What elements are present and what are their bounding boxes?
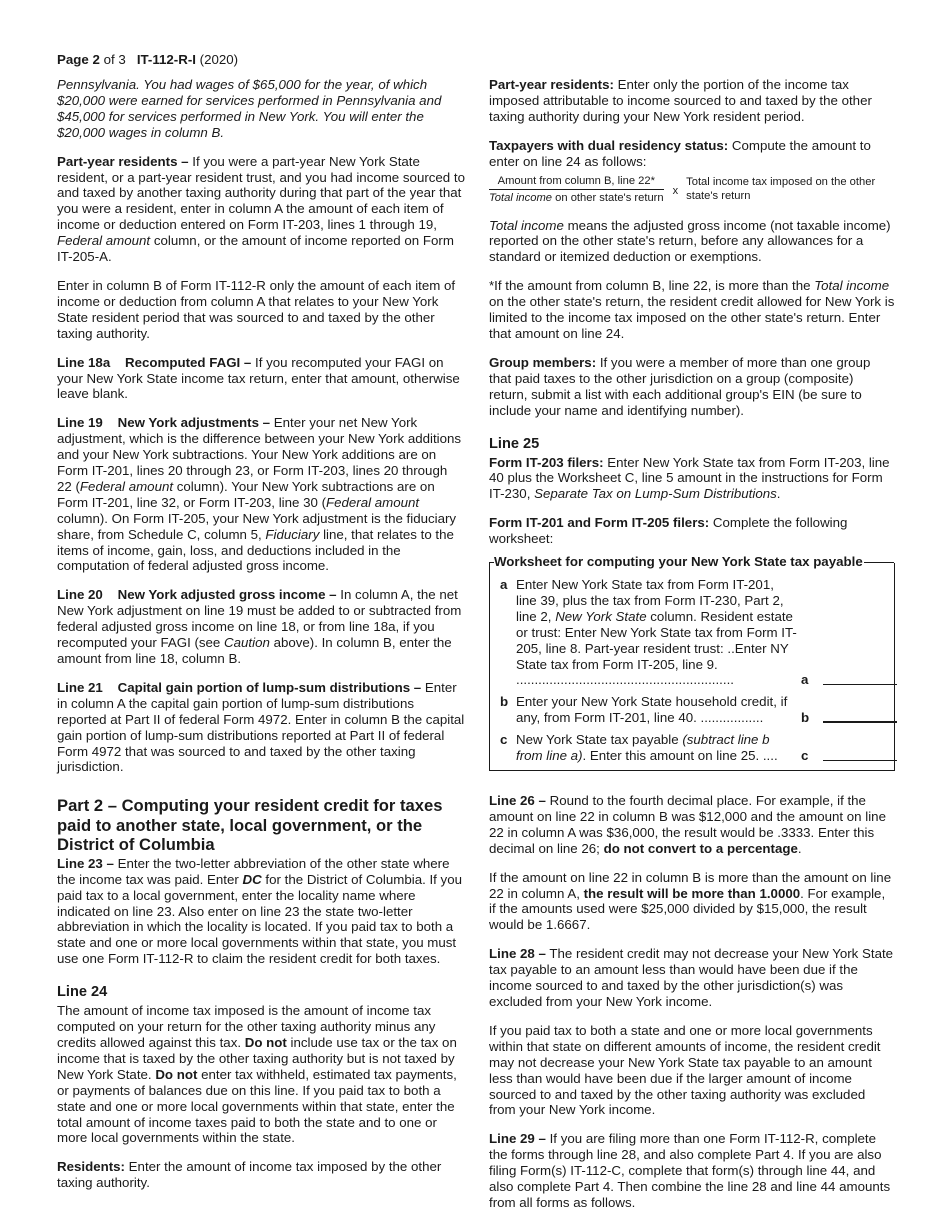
worksheet-row-text [516, 732, 798, 764]
right-column [489, 77, 895, 1224]
line-23-label: Line 23 – [57, 855, 114, 871]
worksheet-row-end-letter: b [801, 710, 810, 726]
worksheet-entry-line-b[interactable] [823, 721, 897, 723]
footnote-em: Total income [814, 278, 890, 294]
line-23-paragraph [57, 856, 465, 967]
line-28-text: The resident credit may not decrease your New York State tax payable to an amount less than would have been due if the income sourced to and taxed by the other jurisdiction(s) was excluded from your New York income. [489, 946, 894, 1009]
part-year-text: Enter only the portion of the income tax imposed attributable to income sourced to and taxed by the other taxing authority during your New York resident period. [489, 77, 872, 124]
formula-denominator-em: Total income [489, 191, 553, 204]
footnote-text: *If the amount from column B, line 22, is more than the [489, 278, 815, 294]
worksheet-entry-line-c[interactable] [823, 760, 897, 761]
part-year-label: Part-year residents: [489, 77, 614, 92]
line-24-text: The amount of income tax imposed is the amount of income tax computed on your return for the other taxing authority minus any credits allowed against this tax. [57, 1003, 436, 1050]
group-members-label: Group members: [489, 354, 597, 370]
total-income-em: Total income [489, 217, 564, 233]
worksheet-border [489, 562, 494, 563]
line-20-label: Line 20 New York adjusted gross income – [57, 587, 337, 603]
total-income-definition [489, 218, 895, 266]
worksheet-row-text-part: . Enter this amount on line 25. .... [582, 748, 778, 764]
it201-filers-paragraph [489, 515, 895, 547]
it203-text: . [776, 486, 781, 502]
dual-residency-text: Compute the amount to enter on line 24 as follows: [489, 137, 871, 169]
it203-em: Separate Tax on Lump-Sum Distributions [534, 486, 777, 502]
it203-label: Form IT-203 filers: [489, 454, 604, 470]
line-26-note-text: If the amount on line 22 in column B is more than the amount on line 22 in column A, [489, 869, 892, 901]
it201-text: Complete the following worksheet: [489, 515, 848, 547]
line-21-label: Line 21 Capital gain portion of lump-sum distributions – [57, 679, 422, 695]
worksheet-row-end-letter: c [801, 748, 809, 764]
formula-denominator-text: on other state's return [552, 191, 664, 204]
dual-residency-label: Taxpayers with dual residency status: [489, 137, 729, 153]
line-19-text: column). Your New York subtractions are on Form IT-201, line 32, or Form IT-203, line 30 ( [57, 478, 435, 510]
line-20-em: Caution [224, 635, 270, 651]
line-29-text: If you are filing more than one Form IT-112-R, complete the forms through line 28, and also complete Part 4. If you are also filing Form(s) IT-112-C, complete that form(s) through line 44, and also complete Part 4. Then combine the line 28 and line 44 amounts from all forms as follows. [489, 1131, 891, 1210]
worksheet-row-letter: c [500, 732, 508, 748]
part-year-text: If you were a part-year New York State resident, or a part-year resident trust, and you had income sourced to and taxed by another taxing authority during that part of the year that you were a resident, enter in column A the amount of each item of income or deduction entered on Form IT-203, lines 1 through 19, [57, 153, 465, 233]
line-24-text: include use tax or the tax on income that is taxed by the other taxing authority but is not taxed by New York State. [57, 1035, 457, 1082]
line-21-text: Enter in column A the capital gain portion of lump-sum distributions reported at Part II of federal Form 4972. Enter in column B the capital gain portion of lump-sum distributions reported at Part II of federal Form 4972 that was sourced to and taxed by the other taxing jurisdiction. [57, 679, 465, 775]
formula-fraction [489, 175, 664, 205]
wage-example: Pennsylvania. You had wages of $65,000 for the year, of which $20,000 were earned for services performed in Pennsylvania and $45,000 for services performed in New York. You will enter the $20,000 wages in column B. [57, 77, 442, 140]
dual-residency-paragraph [489, 138, 895, 170]
worksheet-row-text: Enter your New York State household credit, if any, from Form IT-201, line 40. ................. [516, 694, 788, 726]
worksheet-row-letter: a [500, 577, 508, 593]
worksheet-row-letter: b [500, 694, 509, 710]
line-26-label: Line 26 – [489, 793, 546, 808]
worksheet-row-a [490, 577, 894, 692]
line-25-heading: Line 25 [489, 435, 540, 452]
worksheet-border [864, 562, 894, 563]
line-28-paragraph [489, 946, 895, 1010]
form-id: IT-112-R-I [136, 52, 196, 67]
footnote-paragraph [489, 278, 895, 342]
worksheet-title [494, 554, 894, 570]
line-26-text: . [797, 840, 802, 856]
line-28-label: Line 28 – [489, 946, 546, 962]
line-19-em: Fiduciary [265, 526, 320, 542]
column-b-paragraph: Enter in column B of Form IT-112-R only the amount of each item of income or deduction from column A that relates to your New York State resident period that was sourced to and taxed by the other taxing authority. [57, 277, 456, 341]
line-26-text: Round to the fourth decimal place. For example, if the amount on line 22 in column B was $12,000 and the amount on line 22 in column A was $36,000, the result would be .3333. Enter this decimal on line 26; [489, 793, 886, 856]
worksheet-row-b [490, 694, 894, 730]
line-20-text: above). In column B, enter the amount from line 18, column B. [57, 635, 452, 666]
line-18a-text: If you recomputed your FAGI on your New York State income tax return, enter that amount, otherwise leave blank. [57, 354, 460, 402]
line-26-note-paragraph [489, 870, 895, 934]
line-24-bold: Do not [244, 1035, 287, 1050]
line-24-text: enter tax withheld, estimated tax payments, or payments of balances due on this line. If you paid tax to both a state and one or more local governments within that state, enter the total amount of income taxes paid to both the state and to one or more local governments within the state. [57, 1066, 457, 1146]
part-year-label: Part-year residents – [57, 153, 189, 169]
worksheet-row-text-part: column. Resident estate or trust: Enter New York State tax from Form IT-205, line 8. Part-year resident trust: ..Enter NY State tax from Form IT-205, line 9. ........................................................... [516, 608, 797, 688]
group-members-text: If you were a member of more than one group that paid taxes to the other jurisdiction on a group (composite) return, submit a list with each additional group's EIN (be sure to include your name and identifying number). [489, 354, 871, 418]
footnote-text: on the other state's return, the resident credit allowed for New York is limited to the income tax imposed on the other state's return. Enter that amount on line 24. [489, 294, 895, 341]
line-26-note-bold: the result will be more than 1.0000 [583, 885, 801, 901]
residents-label: Residents: [57, 1159, 125, 1175]
line-29-paragraph [489, 1131, 895, 1211]
line-23-dc: DC [242, 871, 262, 887]
formula-numerator: Amount from column B, line 22* [489, 175, 664, 190]
worksheet-entry-line-a[interactable] [823, 684, 897, 685]
page-total: of 3 [99, 52, 126, 67]
part-year-em: Federal amount [57, 233, 151, 249]
tax-payable-worksheet [489, 554, 895, 771]
line-19-text: Enter your net New York adjustment, which is the difference between your New York additions and your New York subtractions. Your New York additions are on Form IT-201, lines 20 through 23, or Form IT-203, lines 20 through 22 ( [57, 415, 462, 494]
worksheet-row-text [516, 577, 798, 688]
line-24-heading: Line 24 [57, 984, 108, 1001]
line-26-note-text: . For example, if the amounts used were $25,000 divided by $15,000, the result would be 1.6667. [489, 885, 886, 933]
line-19-text: line, that relates to the items of income, gain, loss, and deductions included in the computation of federal adjusted gross income. [57, 526, 454, 574]
page-header [57, 52, 238, 67]
worksheet-row-em: (subtract line b from line a) [516, 732, 770, 764]
line-23-text: for the District of Columbia. If you paid tax to a local government, enter the locality name where indicated on line 23. Also enter on line 23 the state two-letter abbreviation in which the locality is located. If you paid tax to both a state and one or more local governments within that state, you must use one Form IT-112-R to claim the resident credit for both taxes. [57, 871, 462, 967]
line-20-paragraph [57, 587, 465, 667]
line-20-text: In column A, the net New York adjustment on line 19 must be added to or subtracted from federal adjusted gross income on line 18, or from line 18a, if you recomputed your FAGI (see [57, 587, 462, 651]
line-19-em: Federal amount [79, 478, 174, 494]
formula-denominator [489, 190, 664, 205]
worksheet-row-em: New York State [555, 608, 647, 624]
page-number: Page 2 [57, 52, 100, 67]
formula-multiplier: Total income tax imposed on the other state's return [686, 176, 876, 202]
line-24-paragraph [57, 1003, 465, 1146]
left-column [57, 77, 465, 1204]
line-19-label: Line 19 New York adjustments – [57, 415, 271, 431]
worksheet-row-text-part: Enter New York State tax from Form IT-201, line 39, plus the tax from Form IT-230, Part 2, line 2, [516, 577, 784, 624]
worksheet-row-end-letter: a [801, 672, 809, 688]
worksheet-title-text: Worksheet for computing your New York State tax payable [494, 554, 863, 570]
part-year-text-end: column, or the amount of income reported on Form IT-205-A. [57, 233, 454, 265]
line-19-text: column). On Form IT-205, your New York adjustment is the fiduciary share, from Schedule C, column 5, [57, 510, 457, 542]
it201-label: Form IT-201 and Form IT-205 filers: [489, 515, 710, 531]
group-members-paragraph [489, 355, 895, 419]
line-28-note-paragraph: If you paid tax to both a state and one or more local governments within that state on different amounts of income, the resident credit may not decrease your New York State tax payable to an amount less than would have been due if the larger amount of income sourced to and taxed by the other taxing authority was excluded from your New York income. [489, 1022, 881, 1118]
line-23-text: Enter the two-letter abbreviation of the other state where the income tax was paid. Enter [57, 855, 450, 887]
line-26-bold: do not convert to a percentage [603, 840, 798, 856]
line-24-bold: Do not [155, 1066, 198, 1082]
form-year: (2020) [195, 52, 239, 67]
line-19-em: Federal amount [326, 494, 420, 510]
line-18a-label: Line 18a Recomputed FAGI – [57, 354, 252, 370]
residents-text: Enter the amount of income tax imposed by the other taxing authority. [57, 1159, 442, 1191]
dual-residency-formula [489, 175, 895, 205]
worksheet-row-c [490, 732, 894, 768]
it203-text: Enter New York State tax from Form IT-203, line 40 plus the Worksheet C, line 5 amount in the instructions for Form IT-230, [489, 454, 890, 502]
part-year-residents-paragraph [57, 154, 465, 265]
part-2-heading: Part 2 – Computing your resident credit for taxes paid to another state, local government, or the District of Columbia [57, 796, 443, 855]
it203-filers-paragraph [489, 455, 895, 503]
worksheet-row-text-part: New York State tax payable [516, 732, 683, 748]
residents-paragraph [57, 1159, 465, 1191]
line-19-paragraph [57, 415, 465, 574]
total-income-text: means the adjusted gross income (not taxable income) reported on the other state's return, before any allowances for a standard or itemized deduction or exemptions. [489, 217, 891, 265]
line-21-paragraph [57, 680, 465, 775]
multiply-sign: x [672, 184, 679, 197]
line-18a-paragraph [57, 355, 465, 403]
line-26-paragraph [489, 793, 895, 857]
part-year-residents-line24 [489, 77, 895, 125]
line-29-label: Line 29 – [489, 1131, 546, 1147]
